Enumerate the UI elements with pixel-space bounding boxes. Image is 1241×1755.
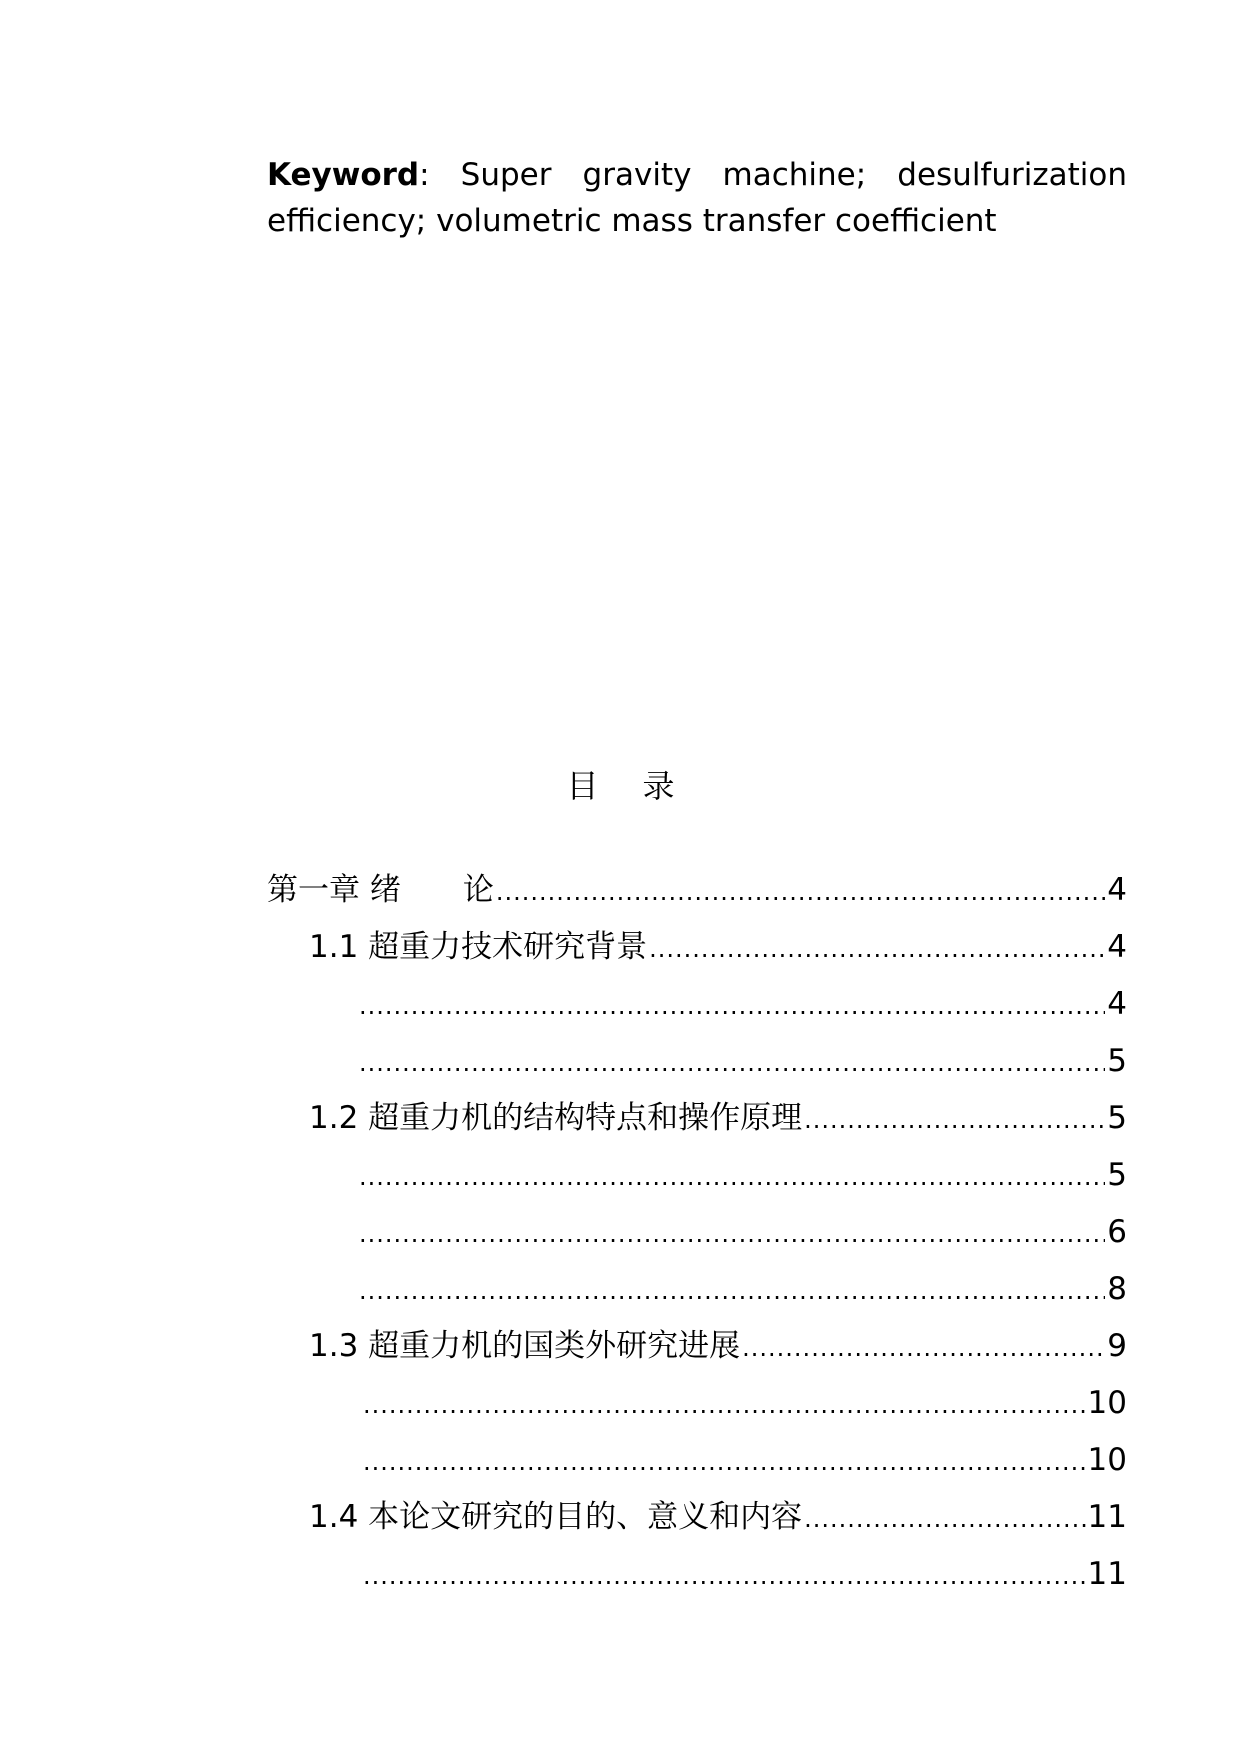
toc-entry-sub[interactable]: [357, 982, 1127, 1028]
toc-entry-page: 5: [1107, 1043, 1127, 1079]
toc-entry-page: 11: [1087, 1556, 1127, 1592]
toc-title-part2: 录: [642, 767, 675, 805]
toc-leader-dots: [359, 1212, 1105, 1256]
toc-entry-text: 1.1 超重力技术研究背景: [309, 929, 648, 965]
toc-leader-dots: [742, 1326, 1105, 1370]
toc-entry-page: 11: [1087, 1499, 1127, 1535]
keyword-text: : Super gravity machine; desulfurization efficiency; volumetric mass transfer coefficient: [267, 157, 1127, 239]
toc-entry-sub[interactable]: [357, 1153, 1127, 1199]
toc-entry-page: 4: [1107, 872, 1127, 908]
toc-entry-page: 8: [1107, 1271, 1127, 1307]
toc-entry-page: 9: [1107, 1328, 1127, 1364]
toc-title: [0, 762, 1241, 810]
toc-entry-page: 4: [1107, 929, 1127, 965]
toc-entry-text: 第一章 绪 论: [267, 872, 494, 908]
toc-leader-dots: [359, 1269, 1105, 1313]
toc-leader-dots: [804, 1497, 1085, 1541]
toc-leader-dots: [359, 1041, 1105, 1085]
toc-leader-dots: [496, 870, 1105, 914]
toc-title-part1: 目: [566, 767, 599, 805]
toc-leader-dots: [363, 1440, 1086, 1484]
toc-entry-text: 1.3 超重力机的国类外研究进展: [309, 1328, 741, 1364]
toc-entry-1-4[interactable]: [309, 1495, 1127, 1541]
toc-entry-sub[interactable]: [361, 1381, 1127, 1427]
toc-entry-page: 10: [1087, 1385, 1127, 1421]
toc-entry-page: 6: [1107, 1214, 1127, 1250]
toc-entry-sub[interactable]: [361, 1552, 1127, 1598]
toc-entry-1-3[interactable]: [309, 1324, 1127, 1370]
toc-entry-sub[interactable]: [357, 1210, 1127, 1256]
keyword-paragraph: [267, 152, 1127, 244]
toc-leader-dots: [649, 927, 1105, 971]
toc-entry-sub[interactable]: [357, 1039, 1127, 1085]
toc-entry-page: 10: [1087, 1442, 1127, 1478]
toc-entry-chapter-1[interactable]: [267, 868, 1127, 914]
toc-entry-1-2[interactable]: [309, 1096, 1127, 1142]
toc-leader-dots: [363, 1554, 1086, 1598]
toc-entry-page: 4: [1107, 986, 1127, 1022]
toc-leader-dots: [363, 1383, 1086, 1427]
toc-entry-sub[interactable]: [357, 1267, 1127, 1313]
keyword-label: Keyword: [267, 157, 420, 193]
toc-entry-page: 5: [1107, 1100, 1127, 1136]
toc-entry-1-1[interactable]: [309, 925, 1127, 971]
toc-entry-text: 1.2 超重力机的结构特点和操作原理: [309, 1100, 803, 1136]
toc-entry-page: 5: [1107, 1157, 1127, 1193]
toc-leader-dots: [359, 984, 1105, 1028]
toc-entry-sub[interactable]: [361, 1438, 1127, 1484]
toc-leader-dots: [359, 1155, 1105, 1199]
toc-leader-dots: [804, 1098, 1105, 1142]
toc-entry-text: 1.4 本论文研究的目的、意义和内容: [309, 1499, 803, 1535]
